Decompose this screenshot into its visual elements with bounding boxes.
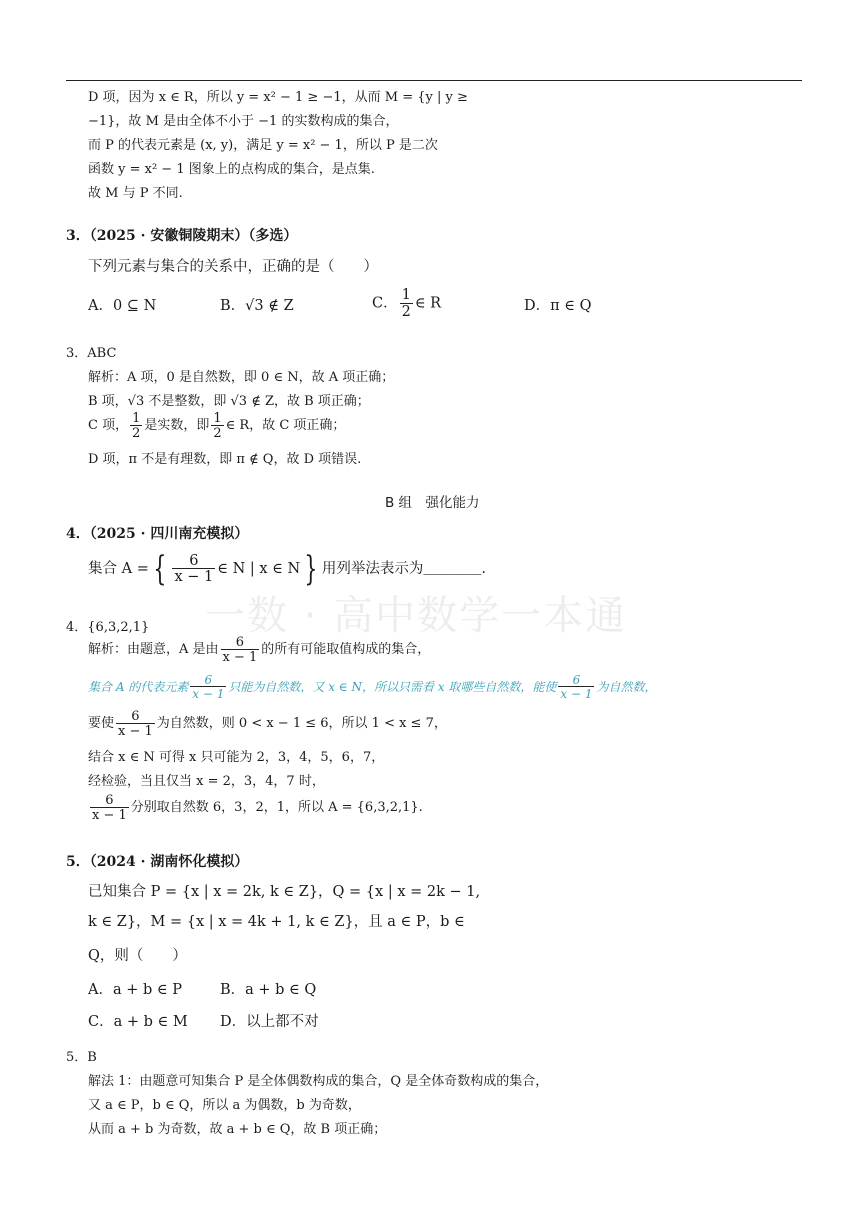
q5-stem-line-1: 已知集合 P = {x | x = 2k, k ∈ Z}，Q = {x | x = 2k − 1, (88, 884, 481, 900)
q3-option-c[interactable]: C． $\frac{1}{2}$ ∈ R (372, 287, 442, 320)
prev-solution-line-5: 故 M 与 P 不同. (88, 186, 183, 201)
q3-stem: 下列元素与集合的关系中，正确的是（ ） (88, 259, 378, 275)
watermark: 一数 · 高中数学一本通 (205, 593, 628, 639)
q4-solution-line-5: 经检验，当且仅当 x = 2，3，4，7 时， (88, 774, 325, 789)
q3-answer: 3．ABC (66, 346, 117, 361)
q3-solution-line-1: 解析：A 项，0 是自然数，即 0 ∈ N，故 A 项正确； (88, 370, 395, 385)
q4-header: 4．（2025 · 四川南充模拟） (66, 526, 249, 542)
q5-stem-line-2: k ∈ Z}，M = {x | x = 4k + 1, k ∈ Z}，且 a ∈ P，b ∈ (88, 914, 465, 930)
q5-solution-line-3: 从而 a + b 为奇数，故 a + b ∈ Q，故 B 项正确； (88, 1122, 387, 1137)
left-brace-icon: { (153, 549, 167, 589)
q4-hint-line: 集合 A 的代表元素 $\frac{6}{x - 1}$ 只能为自然数，又 x ∈ N，所以只需看 x 取哪些自然数，能使 $\frac{6}{x - 1}$ 为自然数， (88, 673, 657, 701)
q3-option-d[interactable]: D．π ∈ Q (524, 298, 592, 314)
q3-solution-line-4: D 项，π 不是有理数，即 π ∉ Q，故 D 项错误. (88, 452, 362, 467)
q3-option-b[interactable]: B．√3 ∉ Z (220, 298, 294, 314)
q5-solution-line-2: 又 a ∈ P，b ∈ Q，所以 a 为偶数，b 为奇数， (88, 1098, 361, 1113)
q4-stem: 集合 A = { $\frac{6}{x - 1}$ ∈ N | x ∈ N } 用列举法表示为＿＿＿＿. (88, 549, 486, 589)
right-brace-icon: } (304, 549, 318, 589)
q4-answer: 4．{6,3,2,1} (66, 620, 150, 635)
q4-solution-line-3: 要使 $\frac{6}{x - 1}$ 为自然数，则 0 < x − 1 ≤ 6，所以 1 < x ≤ 7， (88, 709, 447, 739)
prev-solution-line-3: 而 P 的代表元素是 (x, y)，满足 y = x² − 1，所以 P 是二次 (88, 138, 438, 153)
q5-option-c[interactable]: C．a + b ∈ M (88, 1014, 188, 1030)
q3-option-c-fraction: $\frac{1}{2}$ (401, 287, 411, 320)
q4-solution-line-1: 解析：由题意，A 是由 $\frac{6}{x - 1}$ 的所有可能取值构成的集合， (88, 635, 431, 665)
q3-option-a[interactable]: A．0 ⊆ N (88, 298, 157, 314)
q3-solution-line-3: C 项， $\frac{1}{2}$ 是实数，即 $\frac{1}{2}$ ∈ R，故 C 项正确； (88, 411, 346, 441)
q5-stem-line-3: Q，则（ ） (88, 948, 187, 964)
q5-answer: 5．B (66, 1050, 97, 1065)
q5-option-a[interactable]: A．a + b ∈ P (88, 982, 182, 998)
q5-option-d[interactable]: D．以上都不对 (220, 1014, 319, 1030)
q3-solution-line-2: B 项，√3 不是整数，即 √3 ∉ Z，故 B 项正确； (88, 394, 370, 409)
section-title: B 组 强化能力 (385, 495, 480, 511)
prev-solution-line-4: 函数 y = x² − 1 图象上的点构成的集合，是点集. (88, 162, 375, 177)
q5-option-b[interactable]: B．a + b ∈ Q (220, 982, 317, 998)
q5-solution-line-1: 解法 1：由题意可知集合 P 是全体偶数构成的集合，Q 是全体奇数构成的集合， (88, 1074, 549, 1089)
prev-solution-line-2: −1}，故 M 是由全体不小于 −1 的实数构成的集合， (88, 114, 399, 129)
q5-header: 5．（2024 · 湖南怀化模拟） (66, 854, 249, 870)
header-rule (66, 80, 802, 81)
q4-solution-line-6: $\frac{6}{x - 1}$ 分别取自然数 6，3，2，1，所以 A = {6,3,2,1}. (92, 793, 423, 823)
q4-solution-line-4: 结合 x ∈ N 可得 x 只可能为 2，3，4，5，6，7， (88, 750, 385, 765)
q3-option-c-label: C． (372, 295, 398, 312)
prev-solution-line-1: D 项，因为 x ∈ R，所以 y = x² − 1 ≥ −1，从而 M = {y | y ≥ (88, 90, 468, 105)
q3-header: 3．（2025 · 安徽铜陵期末）（多选） (66, 228, 298, 244)
